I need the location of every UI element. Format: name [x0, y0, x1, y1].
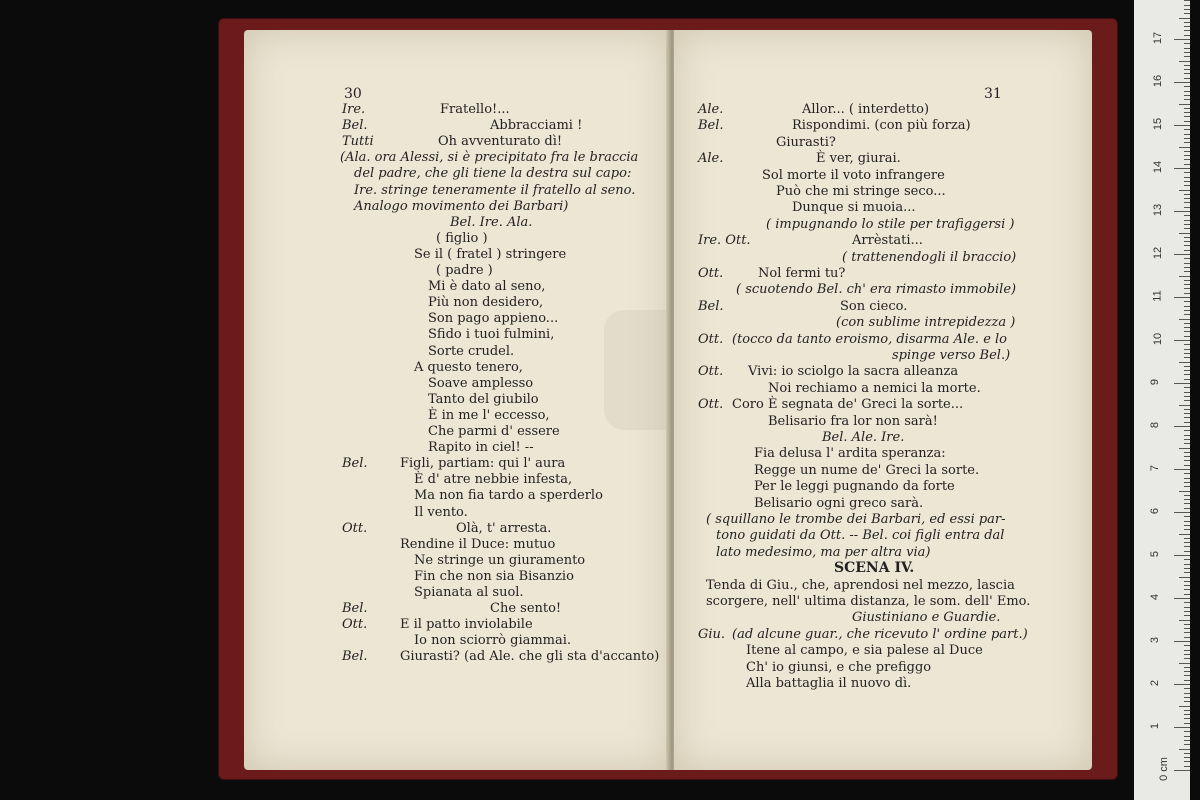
text-line: Tanto del giubilo [428, 391, 539, 407]
ruler-minor-tick [1184, 331, 1190, 332]
text-line: Son cieco. [840, 298, 908, 314]
ruler-minor-tick [1184, 349, 1190, 350]
ruler-minor-tick [1184, 134, 1190, 135]
ruler-minor-tick [1184, 430, 1190, 431]
ruler-label: 14 [1152, 160, 1165, 174]
ruler-minor-tick [1184, 314, 1190, 315]
ruler-minor-tick [1184, 465, 1190, 466]
ruler-minor-tick [1184, 95, 1190, 96]
stage-direction: tono guidati da Ott. -- Bel. coi figli entra dal [716, 528, 1005, 544]
stage-direction: spinge verso Bel.) [892, 348, 1011, 363]
ruler-minor-tick [1179, 147, 1190, 148]
text-line: ( padre ) [436, 263, 493, 278]
ruler-minor-tick [1184, 525, 1190, 526]
page-number: 30 [344, 86, 362, 102]
ruler-minor-tick [1184, 559, 1190, 560]
ruler-minor-tick [1184, 43, 1190, 44]
ruler-minor-tick [1184, 568, 1190, 569]
ruler-minor-tick [1179, 491, 1190, 492]
ruler-minor-tick [1184, 680, 1190, 681]
stage-direction: lato medesimo, ma per altra via) [716, 544, 931, 560]
ruler-label: 8 [1149, 421, 1162, 429]
speaker-label: Ott. [342, 617, 368, 633]
text-line: È in me l' eccesso, [428, 407, 550, 423]
ruler-minor-tick [1184, 542, 1190, 543]
ruler-minor-tick [1184, 99, 1190, 100]
ruler-minor-tick [1184, 701, 1190, 702]
ruler-minor-tick [1179, 749, 1190, 750]
stage-direction: Bel. Ire. Ala. [450, 214, 533, 230]
ruler-minor-tick [1184, 194, 1190, 195]
text-line: Belisario fra lor non sarà! [768, 413, 938, 429]
ruler-minor-tick [1184, 400, 1190, 401]
ruler-minor-tick [1184, 508, 1190, 509]
ruler-label: 10 [1152, 332, 1165, 346]
ruler-minor-tick [1184, 35, 1190, 36]
ruler-minor-tick [1179, 104, 1190, 105]
stage-direction: (con sublime intrepidezza ) [836, 315, 1016, 331]
ruler-minor-tick [1184, 602, 1190, 603]
ruler-tick [1174, 555, 1190, 556]
ruler-minor-tick [1179, 663, 1190, 664]
ruler-minor-tick [1184, 112, 1190, 113]
ruler-minor-tick [1184, 65, 1190, 66]
stage-direction: (Ala. ora Alessi, si è precipitato fra le braccia [340, 150, 639, 166]
ruler-tick [1174, 641, 1190, 642]
ruler-minor-tick [1184, 611, 1190, 612]
ruler-tick [1174, 727, 1190, 728]
ruler-label: 12 [1152, 246, 1165, 260]
text-line: Sol morte il voto infrangere [762, 167, 945, 183]
ruler-minor-tick [1184, 228, 1190, 229]
ruler-minor-tick [1184, 108, 1190, 109]
text-line: Abbracciami ! [490, 118, 583, 134]
ruler-minor-tick [1184, 78, 1190, 79]
ruler-minor-tick [1179, 448, 1190, 449]
ruler-minor-tick [1179, 577, 1190, 578]
ruler-minor-tick [1179, 233, 1190, 234]
text-line: Dunque si muoia... [792, 200, 916, 216]
ruler-minor-tick [1184, 452, 1190, 453]
ruler-minor-tick [1184, 13, 1190, 14]
ruler-label: 9 [1149, 378, 1162, 386]
ruler-minor-tick [1184, 237, 1190, 238]
ruler-minor-tick [1184, 159, 1190, 160]
text-line: Coro È segnata de' Greci la sorte... [732, 397, 964, 413]
ruler-tick [1174, 340, 1190, 341]
text-line: Oh avventurato dì! [438, 134, 563, 150]
ruler-minor-tick [1184, 551, 1190, 552]
text-line: Olà, t' arresta. [456, 520, 552, 536]
ruler-minor-tick [1184, 353, 1190, 354]
text-line: E il patto inviolabile [400, 617, 533, 633]
ruler-minor-tick [1184, 142, 1190, 143]
ruler-minor-tick [1184, 250, 1190, 251]
text-line: Ch' io giunsi, e che prefiggo [746, 659, 932, 675]
ruler-minor-tick [1184, 766, 1190, 767]
ruler-minor-tick [1184, 688, 1190, 689]
speaker-label: Ott. [698, 364, 724, 380]
ruler-minor-tick [1184, 516, 1190, 517]
speaker-label: Bel. [342, 118, 368, 134]
left-page [244, 30, 670, 770]
stage-direction: (ad alcune guar., che ricevuto l' ordine part.) [732, 626, 1028, 642]
ruler-minor-tick [1184, 56, 1190, 57]
stage-direction: Bel. Ale. Ire. [822, 430, 905, 445]
ruler-tick [1174, 598, 1190, 599]
text-line: Sfido i tuoi fulmini, [428, 327, 555, 343]
ruler-minor-tick [1184, 456, 1190, 457]
stage-direction: ( squillano le trombe dei Barbari, ed essi par- [706, 512, 1006, 527]
ruler-minor-tick [1184, 460, 1190, 461]
text-line: Regge un nume de' Greci la sorte. [754, 462, 980, 478]
ruler-minor-tick [1184, 572, 1190, 573]
ruler-tick [1174, 168, 1190, 169]
ruler-minor-tick [1184, 546, 1190, 547]
text-line: Son pago appieno... [428, 311, 559, 327]
ruler-minor-tick [1184, 486, 1190, 487]
ruler-minor-tick [1184, 723, 1190, 724]
measurement-ruler [1134, 0, 1190, 800]
stage-direction: (tocco da tanto eroismo, disarma Ale. e lo [732, 331, 1007, 347]
text-line: Arrèstati... [852, 233, 923, 249]
page-number: 31 [984, 86, 1002, 102]
stage-direction: Giustiniano e Guardie. [852, 610, 1001, 626]
ruler-minor-tick [1184, 503, 1190, 504]
ruler-minor-tick [1184, 220, 1190, 221]
ruler-label: 13 [1152, 203, 1165, 217]
stage-direction: ( impugnando lo stile per trafiggersi ) [766, 216, 1015, 232]
ruler-minor-tick [1184, 585, 1190, 586]
ruler-minor-tick [1184, 417, 1190, 418]
text-line: Belisario ogni greco sarà. [754, 495, 924, 511]
speaker-label: Ire. [342, 102, 366, 117]
speaker-label: Ale. [698, 102, 724, 117]
ruler-minor-tick [1184, 594, 1190, 595]
ruler-minor-tick [1184, 258, 1190, 259]
ruler-minor-tick [1184, 379, 1190, 380]
ruler-minor-tick [1179, 18, 1190, 19]
ruler-tick [1174, 297, 1190, 298]
ruler-minor-tick [1184, 263, 1190, 264]
text-line: Giurasti? [776, 134, 836, 150]
ruler-tick [1174, 512, 1190, 513]
scene-heading: SCENA IV. [834, 560, 915, 577]
text-line: Per le leggi pugnando da forte [754, 479, 955, 495]
ruler-minor-tick [1184, 121, 1190, 122]
text-line: Fratello!... [440, 102, 510, 117]
ruler-minor-tick [1184, 357, 1190, 358]
ruler-minor-tick [1179, 620, 1190, 621]
ruler-minor-tick [1184, 744, 1190, 745]
ruler-minor-tick [1184, 671, 1190, 672]
ruler-minor-tick [1184, 499, 1190, 500]
speaker-label: Ott. [698, 266, 724, 281]
ruler-minor-tick [1179, 190, 1190, 191]
text-line: A questo tenero, [414, 359, 523, 375]
ruler-minor-tick [1184, 538, 1190, 539]
ruler-minor-tick [1184, 30, 1190, 31]
ruler-minor-tick [1184, 422, 1190, 423]
stage-direction: ( scuotendo Bel. ch' era rimasto immobile) [736, 282, 1017, 298]
ruler-minor-tick [1184, 757, 1190, 758]
ruler-minor-tick [1184, 0, 1190, 1]
ruler-tick [1174, 82, 1190, 83]
ruler-label: 16 [1152, 74, 1165, 88]
ruler-minor-tick [1184, 306, 1190, 307]
ruler-minor-tick [1184, 151, 1190, 152]
ruler-label: 1 [1149, 722, 1162, 730]
text-line: Nol fermi tu? [758, 266, 846, 281]
ruler-minor-tick [1184, 435, 1190, 436]
speaker-label: Ire. Ott. [698, 233, 751, 249]
ruler-minor-tick [1184, 482, 1190, 483]
ruler-minor-tick [1184, 387, 1190, 388]
ruler-minor-tick [1184, 637, 1190, 638]
ruler-minor-tick [1184, 267, 1190, 268]
ruler-minor-tick [1184, 177, 1190, 178]
text-line: Itene al campo, e sia palese al Duce [746, 643, 983, 659]
text-line: ( figlio ) [436, 230, 488, 246]
stage-direction: Analogo movimento dei Barbari) [354, 198, 569, 214]
ruler-label: 0 cm [1157, 757, 1170, 781]
ruler-minor-tick [1179, 61, 1190, 62]
text-line: Può che mi stringe seco... [776, 184, 946, 199]
ruler-minor-tick [1184, 224, 1190, 225]
ruler-tick [1174, 211, 1190, 212]
text-line: Il vento. [414, 504, 468, 520]
ruler-minor-tick [1184, 207, 1190, 208]
ruler-minor-tick [1184, 116, 1190, 117]
ruler-minor-tick [1184, 22, 1190, 23]
text-line: Figli, partiam: qui l' aura [400, 456, 566, 472]
text-line: Alla battaglia il nuovo dì. [746, 676, 912, 691]
speaker-label: Bel. [342, 456, 368, 472]
ruler-minor-tick [1184, 52, 1190, 53]
ruler-minor-tick [1184, 280, 1190, 281]
ruler-minor-tick [1184, 198, 1190, 199]
text-line: Che sento! [490, 601, 562, 617]
ruler-minor-tick [1184, 181, 1190, 182]
ruler-minor-tick [1184, 607, 1190, 608]
speaker-label: Bel. [698, 118, 724, 134]
ruler-minor-tick [1179, 534, 1190, 535]
text-line: Rendine il Duce: mutuo [400, 536, 556, 552]
ruler-tick [1174, 254, 1190, 255]
ruler-minor-tick [1179, 319, 1190, 320]
ruler-minor-tick [1184, 473, 1190, 474]
text-line: Se il ( fratel ) stringere [414, 246, 567, 262]
ruler-label: 17 [1152, 31, 1165, 45]
ruler-minor-tick [1179, 362, 1190, 363]
ruler-minor-tick [1184, 396, 1190, 397]
text-line: scorgere, nell' ultima distanza, le som. dell' Emo. [706, 594, 1031, 609]
ruler-minor-tick [1184, 564, 1190, 565]
speaker-label: Ott. [342, 520, 368, 536]
ruler-minor-tick [1179, 706, 1190, 707]
ruler-minor-tick [1184, 650, 1190, 651]
ruler-minor-tick [1184, 645, 1190, 646]
ruler-minor-tick [1184, 615, 1190, 616]
ruler-minor-tick [1184, 73, 1190, 74]
ruler-minor-tick [1184, 5, 1190, 6]
ruler-minor-tick [1184, 9, 1190, 10]
speaker-label: Bel. [342, 649, 368, 665]
ruler-minor-tick [1184, 374, 1190, 375]
ruler-minor-tick [1184, 48, 1190, 49]
ruler-minor-tick [1184, 413, 1190, 414]
ruler-minor-tick [1184, 323, 1190, 324]
ruler-minor-tick [1184, 69, 1190, 70]
text-line: Noi rechiamo a nemici la morte. [768, 380, 981, 396]
text-line: Fin che non sia Bisanzio [414, 568, 574, 584]
ruler-minor-tick [1184, 667, 1190, 668]
ruler-minor-tick [1184, 495, 1190, 496]
text-line: È ver, giurai. [816, 151, 901, 167]
ruler-minor-tick [1184, 310, 1190, 311]
ruler-minor-tick [1184, 581, 1190, 582]
text-line: Sorte crudel. [428, 343, 515, 359]
ruler-tick [1174, 383, 1190, 384]
ruler-minor-tick [1184, 241, 1190, 242]
ruler-label: 6 [1149, 507, 1162, 515]
speaker-label: Tutti [342, 134, 374, 150]
ruler-minor-tick [1184, 589, 1190, 590]
stage-direction: ( trattenendogli il braccio) [842, 249, 1017, 265]
ruler-minor-tick [1184, 185, 1190, 186]
ruler-minor-tick [1184, 155, 1190, 156]
ruler-tick [1174, 125, 1190, 126]
ruler-minor-tick [1184, 693, 1190, 694]
ruler-minor-tick [1184, 91, 1190, 92]
text-line: Spianata al suol. [414, 585, 524, 600]
ruler-minor-tick [1184, 628, 1190, 629]
ruler-minor-tick [1184, 86, 1190, 87]
ruler-minor-tick [1184, 478, 1190, 479]
ruler-minor-tick [1184, 288, 1190, 289]
ruler-label: 3 [1149, 636, 1162, 644]
text-line: Vivi: io sciolgo la sacra alleanza [748, 364, 959, 380]
text-line: Rispondimi. (con più forza) [792, 118, 971, 134]
ruler-label: 11 [1151, 290, 1164, 302]
text-line: Ne stringe un giuramento [414, 552, 586, 568]
ruler-minor-tick [1184, 138, 1190, 139]
stage-direction: Ire. stringe teneramente il fratello al seno. [354, 182, 636, 198]
ruler-minor-tick [1184, 753, 1190, 754]
text-line: Io non sciorrò giammai. [414, 633, 572, 649]
ruler-minor-tick [1184, 632, 1190, 633]
ruler-minor-tick [1184, 654, 1190, 655]
ruler-minor-tick [1184, 529, 1190, 530]
speaker-label: Ott. [698, 331, 724, 347]
ruler-minor-tick [1184, 761, 1190, 762]
ruler-minor-tick [1184, 714, 1190, 715]
ruler-minor-tick [1184, 392, 1190, 393]
speaker-label: Ale. [698, 151, 724, 167]
ruler-minor-tick [1184, 293, 1190, 294]
ruler-label: 15 [1152, 117, 1165, 131]
text-line: Più non desidero, [428, 295, 544, 311]
ruler-minor-tick [1179, 276, 1190, 277]
ruler-minor-tick [1184, 215, 1190, 216]
ruler-minor-tick [1184, 164, 1190, 165]
ruler-minor-tick [1184, 271, 1190, 272]
ruler-minor-tick [1179, 405, 1190, 406]
ruler-minor-tick [1184, 370, 1190, 371]
ruler-minor-tick [1184, 409, 1190, 410]
text-line: È d' atre nebbie infesta, [414, 472, 573, 488]
ruler-minor-tick [1184, 344, 1190, 345]
ruler-minor-tick [1184, 439, 1190, 440]
ruler-minor-tick [1184, 731, 1190, 732]
ruler-label: 5 [1149, 550, 1162, 558]
ruler-minor-tick [1184, 366, 1190, 367]
speaker-label: Bel. [342, 601, 368, 617]
ruler-label: 2 [1149, 679, 1162, 687]
ruler-minor-tick [1184, 129, 1190, 130]
text-line: Mi è dato al seno, [428, 279, 546, 295]
text-line: Soave amplesso [428, 375, 534, 391]
text-line: Che parmi d' essere [428, 424, 560, 439]
ruler-minor-tick [1184, 624, 1190, 625]
text-line: Rapito in ciel! -- [428, 440, 534, 456]
ruler-tick [1174, 469, 1190, 470]
speaker-label: Ott. [698, 397, 724, 413]
ruler-minor-tick [1184, 301, 1190, 302]
ruler-minor-tick [1184, 327, 1190, 328]
text-line: Tenda di Giu., che, aprendosi nel mezzo, lascia [706, 577, 1015, 593]
ruler-minor-tick [1184, 284, 1190, 285]
ruler-minor-tick [1184, 443, 1190, 444]
ruler-minor-tick [1184, 718, 1190, 719]
ruler-minor-tick [1184, 202, 1190, 203]
ruler-minor-tick [1184, 336, 1190, 337]
ruler-label: 4 [1149, 593, 1162, 601]
ruler-tick [1174, 39, 1190, 40]
ruler-minor-tick [1184, 736, 1190, 737]
text-line: Fia delusa l' ardita speranza: [754, 446, 946, 462]
ruler-minor-tick [1184, 26, 1190, 27]
ruler-minor-tick [1184, 740, 1190, 741]
ruler-minor-tick [1184, 675, 1190, 676]
ruler-tick [1174, 770, 1190, 771]
text-line: Giurasti? (ad Ale. che gli sta d'accanto) [400, 649, 660, 665]
right-page [674, 30, 1092, 770]
ruler-minor-tick [1184, 697, 1190, 698]
ruler-label: 7 [1149, 464, 1162, 472]
ruler-minor-tick [1184, 521, 1190, 522]
speaker-label: Giu. [698, 626, 726, 642]
ruler-minor-tick [1184, 710, 1190, 711]
stage-direction: del padre, che gli tiene la destra sul capo: [354, 166, 632, 182]
ruler-tick [1174, 684, 1190, 685]
speaker-label: Bel. [698, 298, 724, 314]
text-line: Allor... ( interdetto) [802, 102, 930, 117]
ruler-tick [1174, 426, 1190, 427]
ruler-minor-tick [1184, 172, 1190, 173]
ruler-minor-tick [1184, 245, 1190, 246]
ruler-minor-tick [1184, 658, 1190, 659]
text-line: Ma non fia tardo a sperderlo [414, 488, 603, 504]
